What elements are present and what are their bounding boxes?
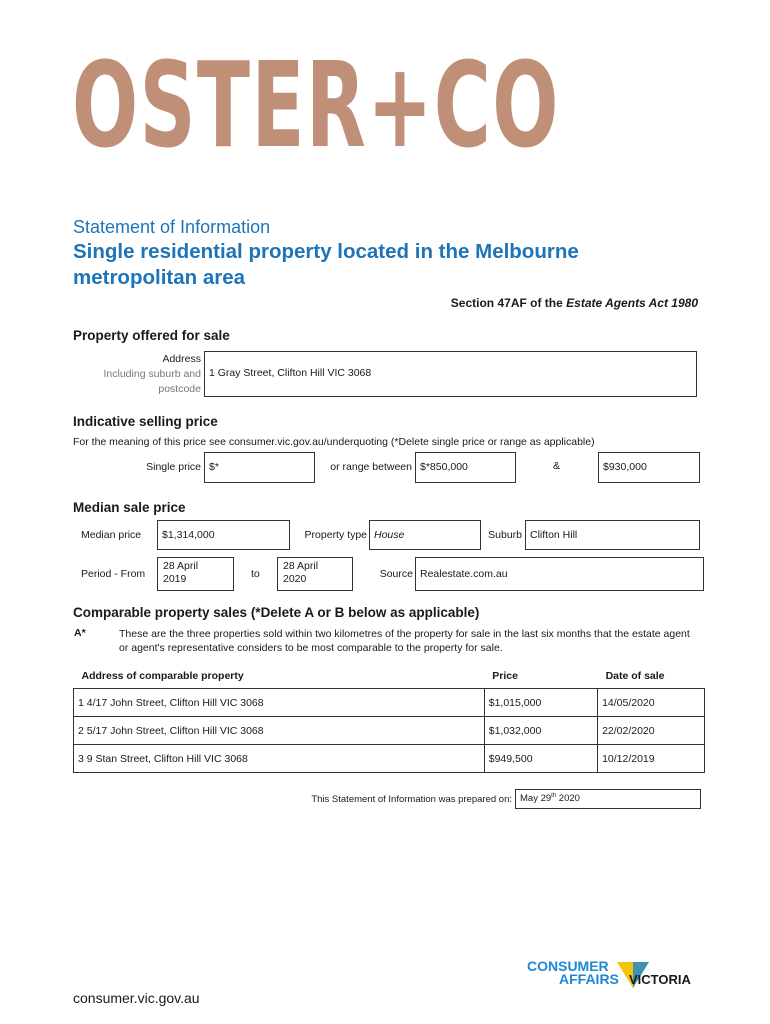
comparable-table	[73, 664, 705, 773]
statement-heading: Statement of Information	[73, 217, 271, 237]
header-price: Price	[492, 670, 518, 682]
address-label	[80, 352, 201, 397]
range-ampersand: &	[553, 460, 561, 472]
table-header-row	[74, 664, 705, 689]
row-price[interactable]: $1,032,000	[484, 717, 597, 745]
period-to-field[interactable]	[277, 557, 353, 591]
period-from-line2: 2019	[163, 573, 187, 585]
section-prefix: Section 47AF of the	[450, 296, 567, 310]
row-price[interactable]: $1,015,000	[484, 689, 597, 717]
header-date: Date of sale	[605, 670, 665, 682]
row-price[interactable]: $949,500	[484, 745, 597, 773]
median-price-field[interactable]: $1,314,000	[157, 520, 290, 550]
address-field[interactable]: 1 Gray Street, Clifton Hill VIC 3068	[204, 351, 697, 397]
address-label-line3: postcode	[158, 383, 201, 395]
row-address[interactable]: 2 5/17 John Street, Clifton Hill VIC 3068	[74, 717, 485, 745]
header-address: Address of comparable property	[81, 670, 244, 682]
page-title: Single residential property located in the Melbourne metropolitan area	[73, 240, 579, 289]
comparable-heading: Comparable property sales (*Delete A or B below as applicable)	[73, 605, 480, 620]
period-from-field[interactable]	[157, 557, 234, 591]
prepared-date-year: 2020	[556, 793, 580, 805]
single-price-field[interactable]: $*	[204, 452, 315, 483]
footer-url[interactable]: consumer.vic.gov.au	[73, 990, 200, 1006]
range-label: or range between	[330, 461, 412, 473]
prepared-label: This Statement of Information was prepared on:	[311, 794, 512, 805]
source-field[interactable]: Realestate.com.au	[415, 557, 704, 591]
property-type-field[interactable]: House	[369, 520, 481, 550]
ca-logo-victoria: VICTORIA	[629, 972, 691, 987]
prepared-date-field[interactable]	[515, 789, 701, 809]
median-price-label: Median price	[81, 529, 142, 541]
row-date[interactable]: 14/05/2020	[598, 689, 705, 717]
row-address[interactable]: 1 4/17 John Street, Clifton Hill VIC 3068	[74, 689, 485, 717]
range-from-field[interactable]: $*850,000	[415, 452, 516, 483]
oster-co-logo	[72, 36, 712, 174]
table-row	[74, 689, 705, 717]
property-type-label: Property type	[304, 529, 367, 541]
period-to-label: to	[251, 568, 260, 580]
indicative-note: For the meaning of this price see consumer.vic.gov.au/underquoting (*Delete single price or range as applicable)	[73, 436, 595, 448]
table-row	[74, 745, 705, 773]
single-price-label: Single price	[146, 461, 201, 473]
period-to-line2: 2020	[283, 573, 307, 585]
row-date[interactable]: 10/12/2019	[598, 745, 705, 773]
suburb-field[interactable]: Clifton Hill	[525, 520, 700, 550]
period-to-line1: 28 April	[283, 560, 319, 572]
ca-logo-line1: CONSUMER	[527, 958, 609, 974]
logo-text: OSTER+CO	[72, 36, 560, 174]
source-label: Source	[379, 568, 413, 580]
period-from-label: Period - From	[81, 568, 146, 580]
address-label-line1: Address	[162, 353, 201, 365]
row-address[interactable]: 3 9 Stan Street, Clifton Hill VIC 3068	[74, 745, 485, 773]
table-row	[74, 717, 705, 745]
section-act: Estate Agents Act 1980	[566, 296, 698, 310]
median-heading: Median sale price	[73, 500, 186, 515]
prepared-date-day: May 29	[520, 793, 552, 805]
indicative-heading: Indicative selling price	[73, 414, 218, 429]
consumer-affairs-victoria-logo	[527, 958, 707, 998]
ca-logo-line2: AFFAIRS	[559, 971, 619, 987]
address-label-line2: Including suburb and	[103, 368, 201, 380]
range-to-field[interactable]: $930,000	[598, 452, 700, 483]
property-heading: Property offered for sale	[73, 328, 230, 343]
section-reference	[451, 296, 698, 310]
prepared-date-suffix: th	[551, 793, 557, 799]
comparable-marker: A*	[74, 627, 86, 639]
suburb-label: Suburb	[488, 529, 522, 541]
row-date[interactable]: 22/02/2020	[598, 717, 705, 745]
period-from-line1: 28 April	[163, 560, 199, 572]
comparable-description: These are the three properties sold within two kilometres of the property for sale in the last six months that the estate agent or agent's representative considers to be most comparable to the property for sale.	[119, 628, 690, 654]
